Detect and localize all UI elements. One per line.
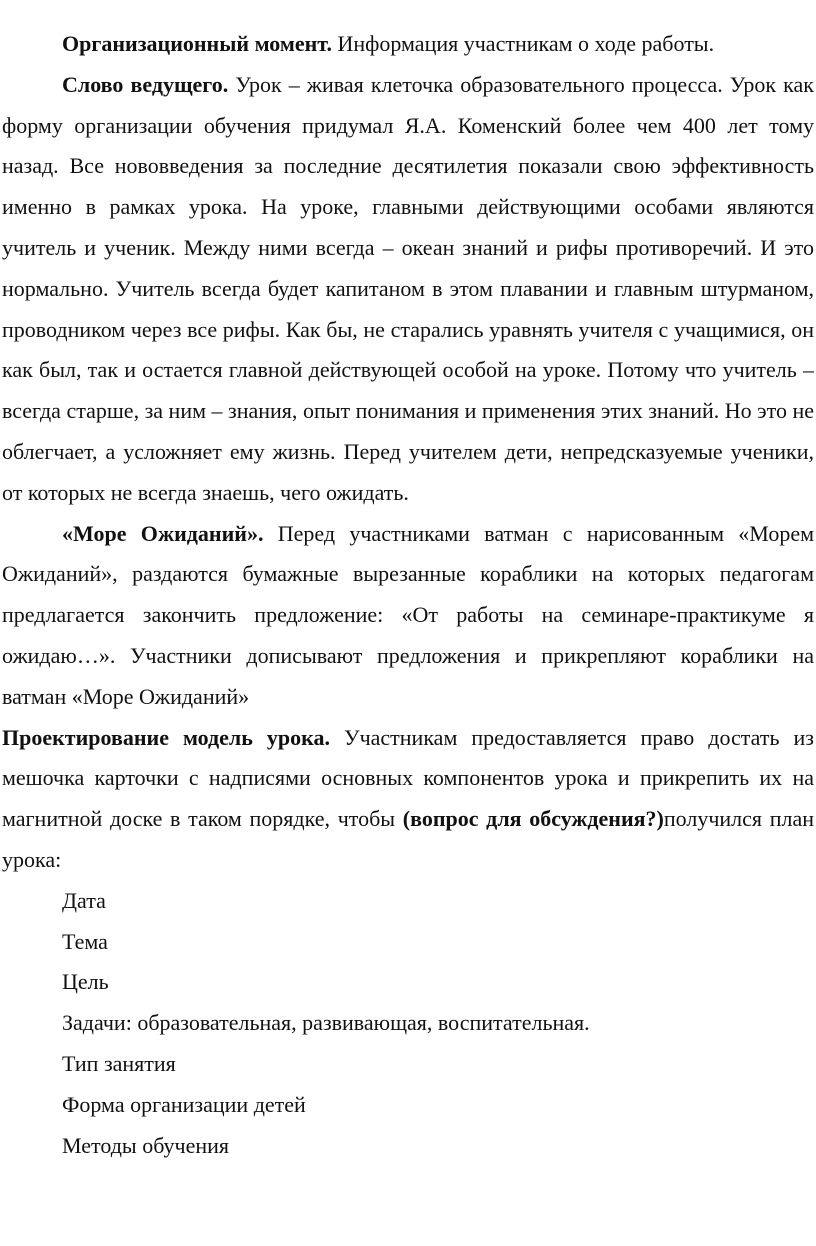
- list-item: Тема: [62, 928, 108, 954]
- paragraph-text: Участникам предоставляется право достать из мешочка карточки с надписями основных компонентов урока и прикрепить их на магнитной доске в таком порядке, чтобы: [2, 724, 814, 832]
- document-page: [0, 24, 816, 1166]
- list-item: Задачи: образовательная, развивающая, воспитательная.: [62, 1010, 590, 1036]
- paragraph-lesson-model: [2, 718, 814, 881]
- list-item: Цель: [62, 969, 109, 995]
- paragraph-text: Информация участникам о ходе работы.: [331, 31, 715, 56]
- paragraph-heading: Слово ведущего.: [62, 71, 229, 97]
- paragraph-heading: Проектирование модель урока.: [2, 724, 330, 750]
- list-item: Тип занятия: [62, 1050, 176, 1076]
- paragraph-text: Перед участниками ватман с нарисованным «Морем Ожиданий», раздаются бумажные вырезанные кораблики на которых педагогам предлагается закончить предложение: «От работы на семинаре-практикуме я ожидаю…». Участники дописывают предложения и прикрепляют кораблики на ватман «Море Ожиданий»: [2, 520, 815, 709]
- paragraph-organizational-moment: [2, 24, 814, 65]
- list-item: Дата: [62, 887, 106, 913]
- paragraph-sea-of-expectations: [2, 514, 814, 718]
- paragraph-heading: Организационный момент.: [62, 31, 332, 56]
- paragraph-text-end: получился план урока:: [2, 806, 814, 872]
- lesson-plan-list: [2, 881, 814, 1167]
- discussion-question: (вопрос для обсуждения?): [402, 806, 664, 832]
- paragraph-text: Урок – живая клеточка образовательного процесса. Урок как форму организации обучения придумал Я.А. Коменский более чем 400 лет тому назад. Все нововведения за последние десятилетия показали свою эффективность именно в рамках урока. На уроке, главными действующими особами являются учитель и ученик. Между ними всегда – океан знаний и рифы противоречий. И это нормально. Учитель всегда будет капитаном в этом плавании и главным штурманом, проводником через все рифы. Как бы, не старались уравнять учителя с учащимися, он как был, так и остается главной действующей особой на уроке. Потому что учитель – всегда старше, за ним – знания, опыт понимания и применения этих знаний. Но это не облегчает, а усложняет ему жизнь. Перед учителем дети, непредсказуемые ученики, от которых не всегда знаешь, чего ожидать.: [2, 71, 814, 505]
- list-item: Методы обучения: [62, 1132, 230, 1158]
- paragraph-host-speech: [2, 65, 814, 514]
- paragraph-heading: «Море Ожиданий».: [62, 520, 264, 546]
- list-item: Форма организации детей: [62, 1091, 306, 1117]
